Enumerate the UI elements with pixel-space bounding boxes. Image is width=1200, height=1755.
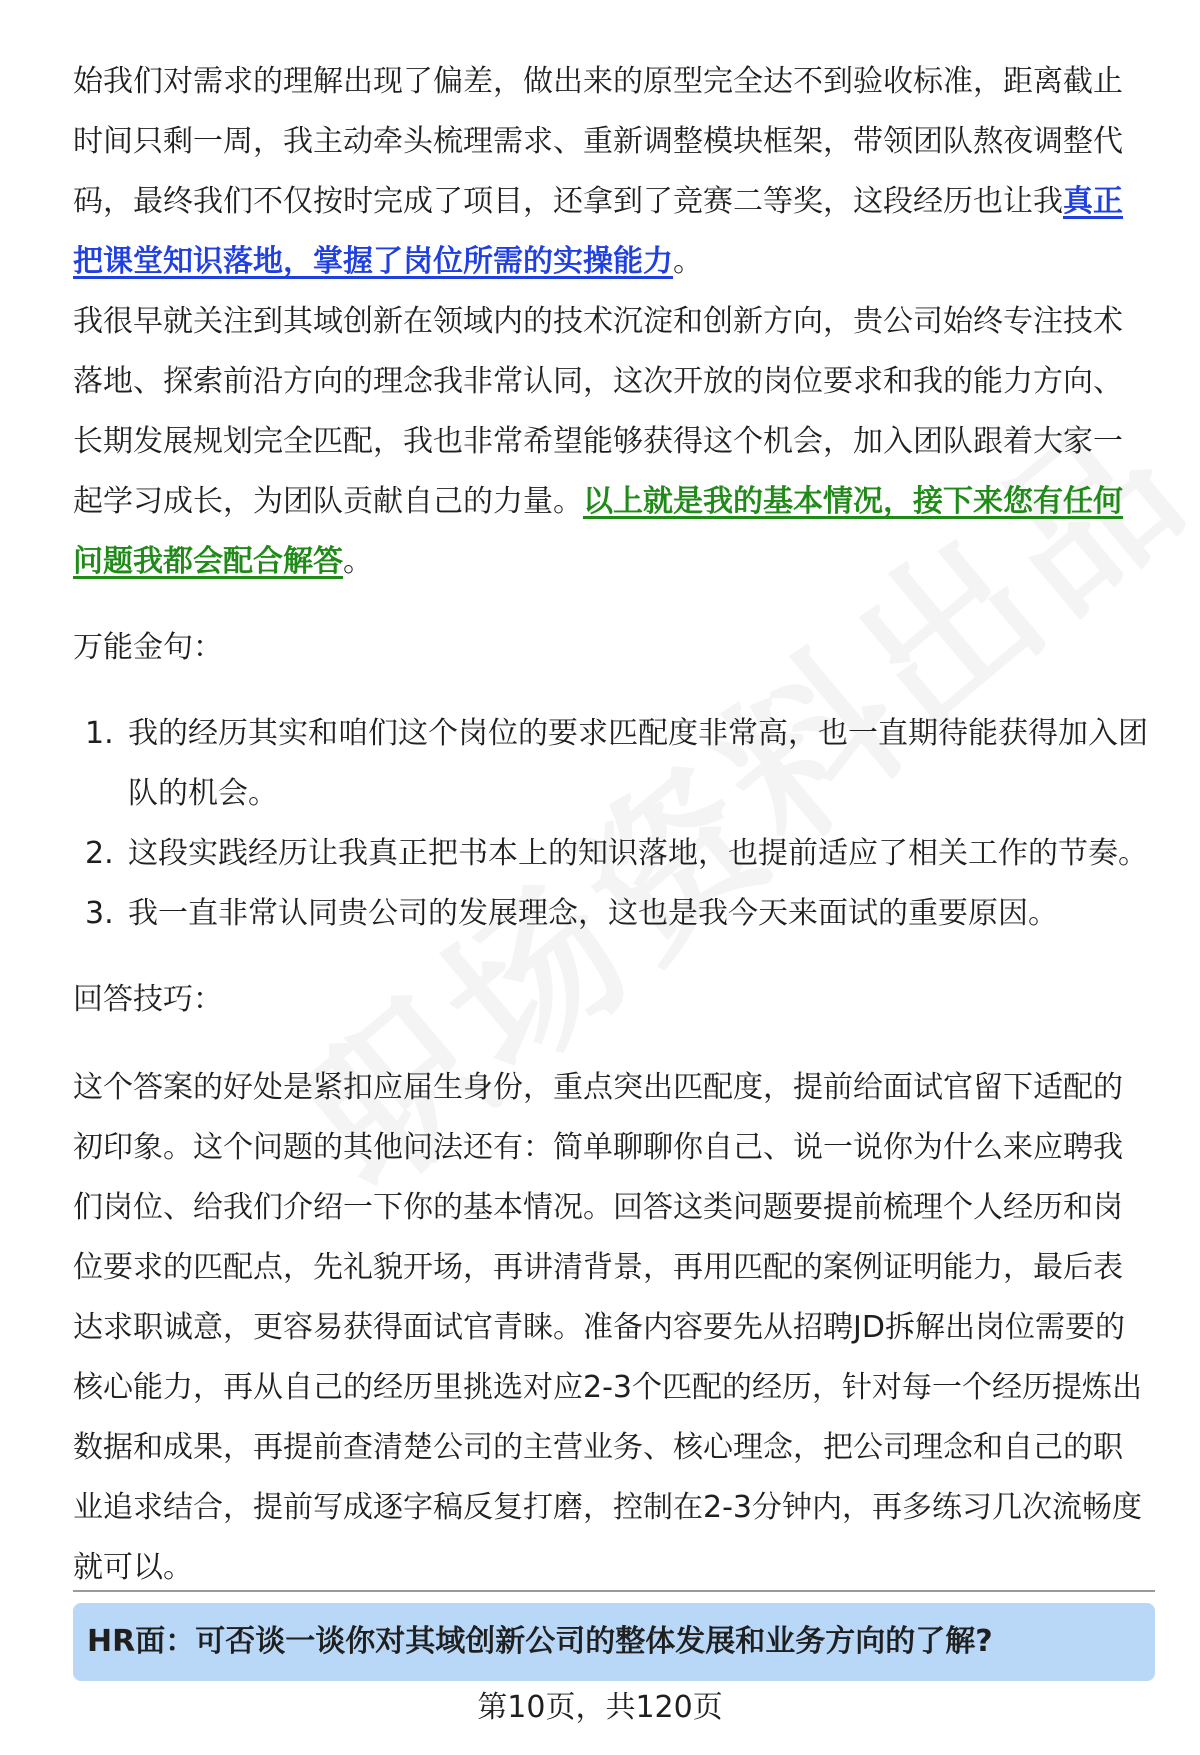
paragraph-company-end: 。 <box>343 544 373 579</box>
list-item-text: 这段实践经历让我真正把书本上的知识落地，也提前适应了相关工作的节奏。 <box>128 836 1148 871</box>
highlight-green-text: 以上就是我的基本情况，接下来您有任何问题我都会配合解答 <box>73 484 1123 579</box>
answer-tips-heading: 回答技巧： <box>73 982 223 1017</box>
list-item-text: 我的经历其实和咱们这个岗位的要求匹配度非常高，也一直期待能获得加入团队的机会。 <box>128 716 1148 811</box>
paragraph-experience-text: 始我们对需求的理解出现了偏差，做出来的原型完全达不到验收标准，距离截止时间只剩一周，我主动牵头梳理需求、重新调整模块框架，带领团队熬夜调整代码，最终我们不仅按时完成了项目，还拿到了竞赛二等奖，这段经历也让我 <box>73 64 1123 219</box>
list-item-number: 3. <box>85 896 114 931</box>
golden-sentences-list <box>73 704 1148 944</box>
page-content <box>73 52 1148 1598</box>
answer-tips-paragraph: 这个答案的好处是紧扣应届生身份，重点突出匹配度，提前给面试官留下适配的初印象。这个问题的其他问法还有：简单聊聊你自己、说一说你为什么来应聘我们岗位、给我们介绍一下你的基本情况。回答这类问题要提前梳理个人经历和岗位要求的匹配点，先礼貌开场，再讲清背景，再用匹配的案例证明能力，最后表达求职诚意，更容易获得面试官青睐。准备内容要先从招聘JD拆解出岗位需要的核心能力，再从自己的经历里挑选对应2-3个匹配的经历，针对每一个经历提炼出数据和成果，再提前查清楚公司的主营业务、核心理念，把公司理念和自己的职业追求结合，提前写成逐字稿反复打磨，控制在2-3分钟内，再多练习几次流畅度就可以。 <box>73 1070 1142 1585</box>
question-heading-text: HR面：可否谈一谈你对其域创新公司的整体发展和业务方向的了解? <box>87 1624 993 1659</box>
page-number-footer: 第10页，共120页 <box>477 1690 723 1725</box>
paragraph-experience <box>73 52 1148 292</box>
list-item-number: 2. <box>85 836 114 871</box>
paragraph-experience-end: 。 <box>673 244 703 279</box>
question-heading-box <box>73 1603 1155 1681</box>
paragraph-company-text: 我很早就关注到其域创新在领域内的技术沉淀和创新方向，贵公司始终专注技术落地、探索前沿方向的理念我非常认同，这次开放的岗位要求和我的能力方向、长期发展规划完全匹配，我也非常希望能够获得这个机会，加入团队跟着大家一起学习成长，为团队贡献自己的力量。 <box>73 304 1123 519</box>
list-item <box>73 884 1148 944</box>
highlight-blue-text: 真正把课堂知识落地，掌握了岗位所需的实操能力 <box>73 184 1123 279</box>
list-item <box>73 824 1148 884</box>
section-divider <box>73 1590 1155 1592</box>
golden-sentences-heading: 万能金句： <box>73 630 223 665</box>
list-item <box>73 704 1148 824</box>
list-item-number: 1. <box>85 716 114 751</box>
list-item-text: 我一直非常认同贵公司的发展理念，这也是我今天来面试的重要原因。 <box>128 896 1058 931</box>
paragraph-company-interest <box>73 292 1148 592</box>
